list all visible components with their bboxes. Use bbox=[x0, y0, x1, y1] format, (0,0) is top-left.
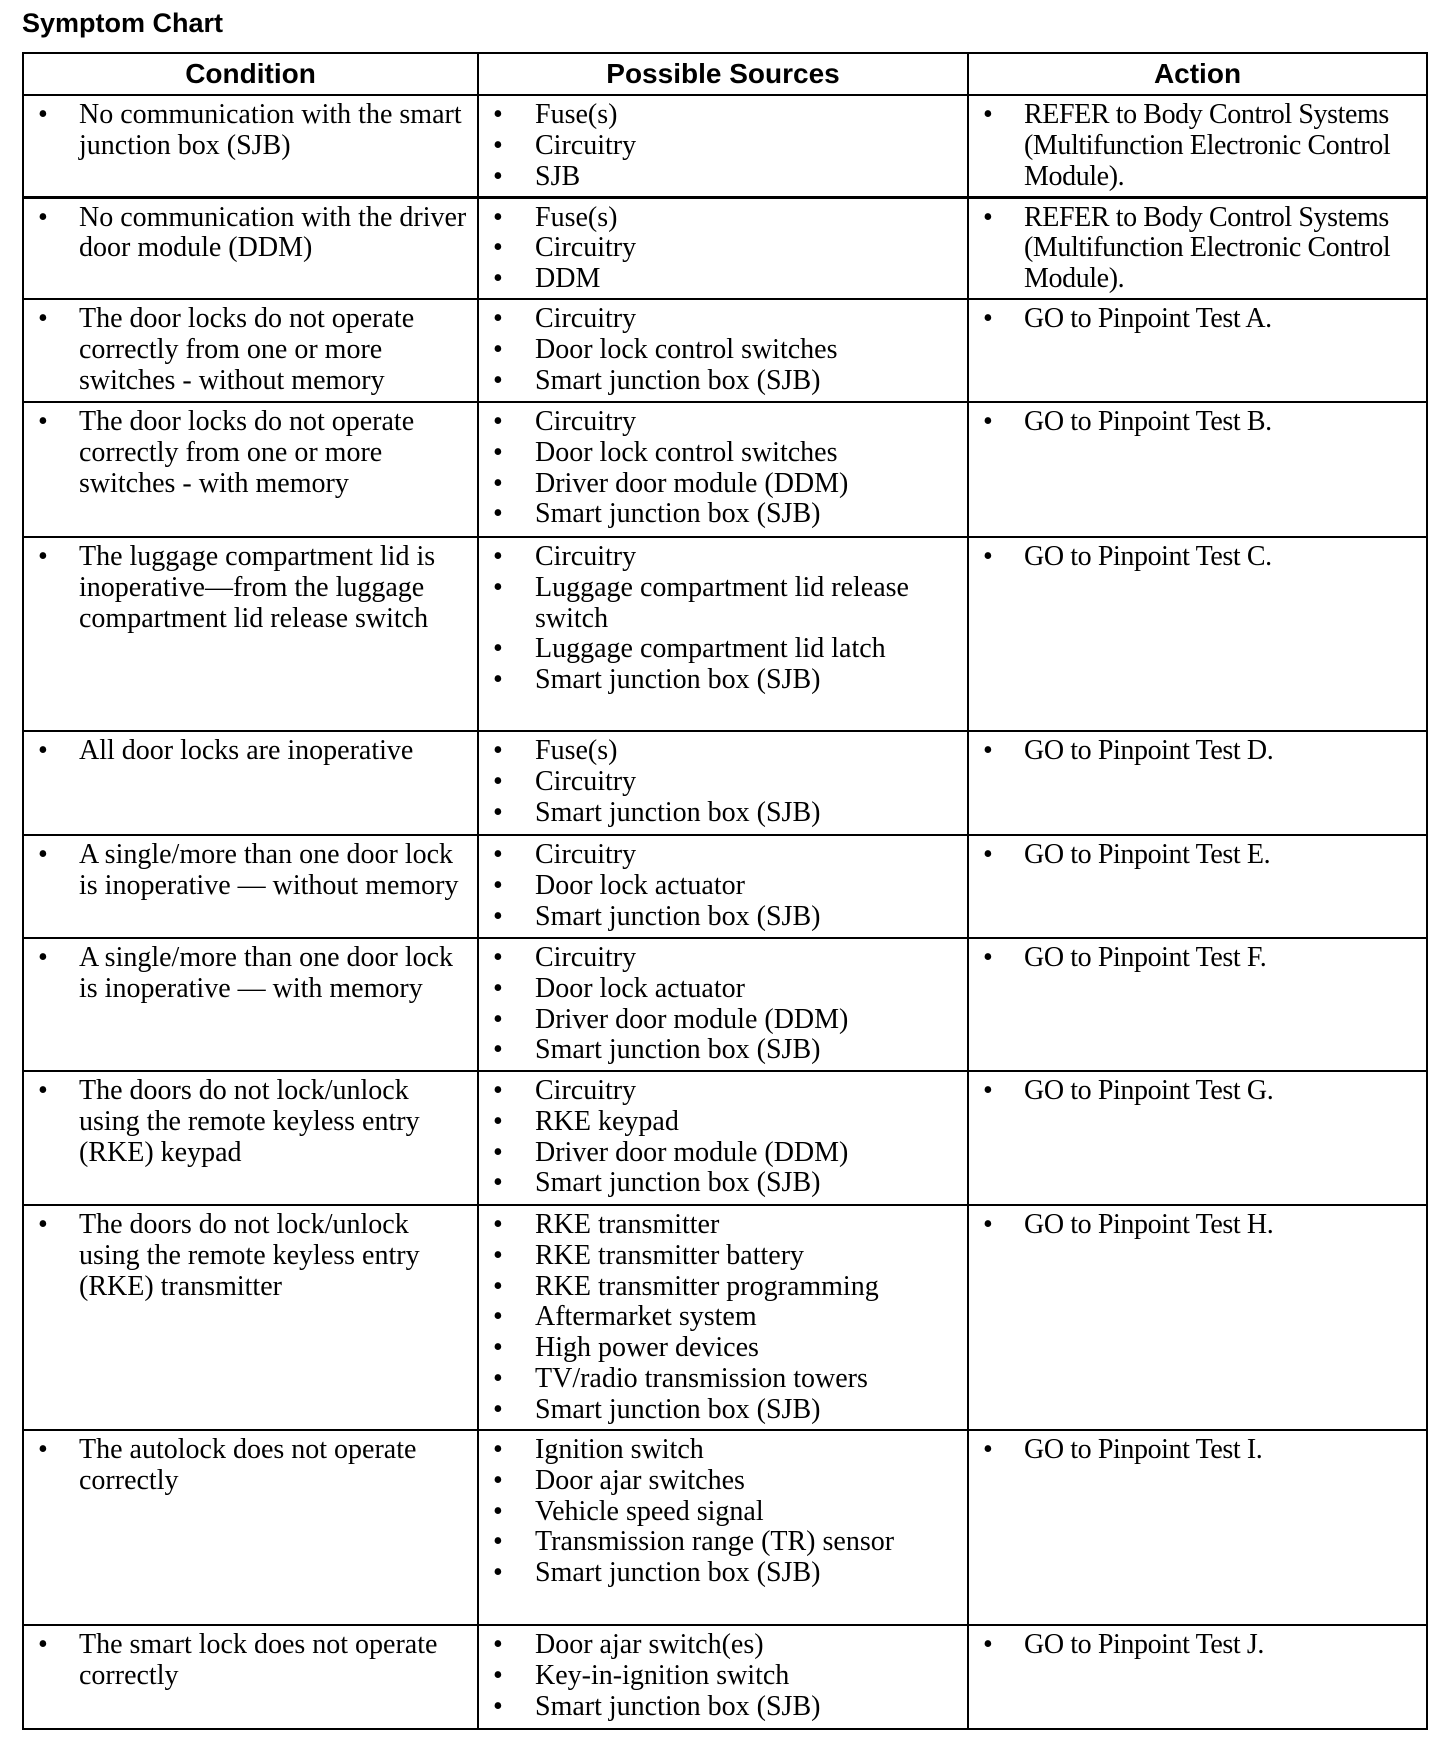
sources-cell bbox=[478, 197, 968, 299]
list-item bbox=[479, 1210, 967, 1241]
list-item bbox=[479, 943, 967, 974]
list-item-text: The luggage compartment lid is inoperative—from the luggage compartment lid release switch bbox=[79, 541, 436, 634]
list-item-text: GO to Pinpoint Test I. bbox=[1024, 1434, 1263, 1465]
sources-cell bbox=[478, 402, 968, 537]
list-item bbox=[479, 304, 967, 335]
bullet-icon: • bbox=[983, 735, 993, 766]
bullet-icon: • bbox=[493, 333, 503, 365]
list-item-text: GO to Pinpoint Test C. bbox=[1024, 541, 1272, 572]
bullet-icon: • bbox=[493, 1393, 503, 1425]
bullet-icon: • bbox=[983, 839, 993, 870]
action-cell bbox=[968, 731, 1427, 835]
header-possible-sources: Possible Sources bbox=[478, 53, 968, 95]
sources-cell bbox=[478, 1625, 968, 1729]
list-item bbox=[479, 665, 967, 696]
bullet-icon: • bbox=[493, 664, 503, 696]
sources-cell bbox=[478, 835, 968, 938]
list-item bbox=[479, 1630, 967, 1661]
list-item bbox=[479, 264, 967, 295]
list-item bbox=[479, 335, 967, 366]
condition-cell bbox=[23, 95, 478, 197]
table-row bbox=[23, 1625, 1427, 1729]
action-cell bbox=[968, 938, 1427, 1071]
list-item bbox=[479, 1272, 967, 1303]
list-item-text: A single/more than one door lock is inoperative — without memory bbox=[79, 839, 459, 901]
list-item bbox=[479, 767, 967, 798]
list-item bbox=[479, 573, 967, 635]
list-item bbox=[479, 1168, 967, 1199]
list-item bbox=[479, 131, 967, 162]
bullet-icon: • bbox=[493, 735, 503, 766]
list-item bbox=[479, 1466, 967, 1497]
bullet-icon: • bbox=[493, 1003, 503, 1035]
list-item-text: SJB bbox=[535, 160, 581, 192]
list-item bbox=[479, 100, 967, 131]
list-item-text: GO to Pinpoint Test J. bbox=[1024, 1629, 1264, 1660]
symptom-chart-table bbox=[22, 52, 1428, 1730]
list-item bbox=[24, 736, 477, 767]
bullet-icon: • bbox=[983, 942, 993, 973]
bullet-icon: • bbox=[493, 1239, 503, 1271]
bullet-icon: • bbox=[38, 99, 48, 130]
bullet-icon: • bbox=[983, 1629, 993, 1660]
list-item bbox=[24, 943, 477, 1005]
bullet-icon: • bbox=[493, 436, 503, 468]
list-item-text: GO to Pinpoint Test H. bbox=[1024, 1209, 1274, 1240]
list-item bbox=[479, 1241, 967, 1272]
list-item-text: RKE transmitter bbox=[535, 1209, 720, 1240]
list-item bbox=[969, 542, 1426, 573]
list-item bbox=[24, 542, 477, 634]
list-item-text: RKE transmitter programming bbox=[535, 1270, 879, 1302]
list-item-text: Luggage compartment lid release switch bbox=[535, 571, 909, 634]
bullet-icon: • bbox=[493, 765, 503, 797]
list-item bbox=[479, 634, 967, 665]
sources-cell bbox=[478, 95, 968, 197]
list-item bbox=[479, 407, 967, 438]
list-item bbox=[969, 943, 1426, 974]
action-cell bbox=[968, 1430, 1427, 1625]
list-item bbox=[479, 840, 967, 871]
header-condition: Condition bbox=[23, 53, 478, 95]
list-item bbox=[479, 1435, 967, 1466]
list-item bbox=[479, 366, 967, 397]
bullet-icon: • bbox=[493, 1659, 503, 1691]
list-item-text: Driver door module (DDM) bbox=[535, 1003, 849, 1035]
bullet-icon: • bbox=[983, 99, 993, 130]
list-item bbox=[24, 407, 477, 499]
list-item bbox=[479, 798, 967, 829]
list-item-text: Smart junction box (SJB) bbox=[535, 1393, 821, 1425]
bullet-icon: • bbox=[38, 1075, 48, 1106]
list-item-text: No communication with the smart junction box (SJB) bbox=[79, 99, 462, 161]
bullet-icon: • bbox=[493, 1434, 503, 1465]
table-row bbox=[23, 938, 1427, 1071]
list-item-text: Driver door module (DDM) bbox=[535, 467, 849, 499]
list-item-text: Door ajar switch(es) bbox=[535, 1629, 764, 1660]
list-item-text: RKE keypad bbox=[535, 1105, 679, 1137]
list-item-text: Circuitry bbox=[535, 303, 637, 334]
condition-cell bbox=[23, 1205, 478, 1430]
list-item bbox=[24, 1630, 477, 1692]
list-item-text: Circuitry bbox=[535, 541, 637, 572]
list-item bbox=[479, 1527, 967, 1558]
list-item-text: The autolock does not operate correctly bbox=[79, 1434, 417, 1496]
list-item-text: Vehicle speed signal bbox=[535, 1495, 764, 1527]
bullet-icon: • bbox=[493, 1332, 503, 1364]
list-item-text: Circuitry bbox=[535, 1075, 637, 1106]
list-item bbox=[479, 1035, 967, 1066]
condition-cell bbox=[23, 731, 478, 835]
list-item-text: TV/radio transmission towers bbox=[535, 1362, 868, 1394]
bullet-icon: • bbox=[983, 201, 993, 233]
condition-cell bbox=[23, 1071, 478, 1205]
bullet-icon: • bbox=[38, 839, 48, 870]
table-row bbox=[23, 299, 1427, 402]
table-row bbox=[23, 1205, 1427, 1430]
list-item-text: High power devices bbox=[535, 1332, 759, 1364]
condition-cell bbox=[23, 1430, 478, 1625]
list-item-text: All door locks are inoperative bbox=[79, 735, 414, 766]
list-item bbox=[479, 499, 967, 530]
bullet-icon: • bbox=[493, 942, 503, 973]
list-item-text: GO to Pinpoint Test B. bbox=[1024, 406, 1272, 437]
list-item bbox=[479, 1558, 967, 1589]
bullet-icon: • bbox=[38, 201, 48, 233]
bullet-icon: • bbox=[493, 129, 503, 161]
list-item-text: The smart lock does not operate correctly bbox=[79, 1629, 438, 1691]
list-item-text: Door ajar switches bbox=[535, 1464, 745, 1496]
list-item-text: GO to Pinpoint Test G. bbox=[1024, 1075, 1274, 1106]
list-item-text: Door lock actuator bbox=[535, 869, 745, 901]
sources-cell bbox=[478, 1071, 968, 1205]
bullet-icon: • bbox=[983, 541, 993, 572]
bullet-icon: • bbox=[493, 796, 503, 828]
list-item bbox=[479, 1107, 967, 1138]
list-item-text: Key-in-ignition switch bbox=[535, 1659, 790, 1691]
list-item bbox=[479, 1005, 967, 1036]
page-title: Symptom Chart bbox=[22, 8, 224, 38]
bullet-icon: • bbox=[493, 1301, 503, 1333]
bullet-icon: • bbox=[38, 1629, 48, 1660]
action-cell bbox=[968, 835, 1427, 938]
action-cell bbox=[968, 95, 1427, 197]
table-row bbox=[23, 402, 1427, 537]
sources-cell bbox=[478, 1205, 968, 1430]
table-header-row bbox=[23, 53, 1427, 95]
list-item-text: GO to Pinpoint Test D. bbox=[1024, 735, 1274, 766]
list-item bbox=[479, 1364, 967, 1395]
table-row bbox=[23, 1430, 1427, 1625]
list-item-text: Door lock control switches bbox=[535, 436, 838, 468]
list-item bbox=[479, 1076, 967, 1107]
sources-cell bbox=[478, 299, 968, 402]
list-item bbox=[969, 1630, 1426, 1661]
bullet-icon: • bbox=[493, 1136, 503, 1168]
list-item bbox=[479, 162, 967, 193]
list-item bbox=[479, 233, 967, 264]
list-item-text: Circuitry bbox=[535, 129, 637, 161]
list-item-text: GO to Pinpoint Test F. bbox=[1024, 942, 1267, 973]
bullet-icon: • bbox=[493, 263, 503, 295]
action-cell bbox=[968, 1205, 1427, 1430]
bullet-icon: • bbox=[493, 1034, 503, 1066]
list-item-text: The door locks do not operate correctly from one or more switches - with memory bbox=[79, 406, 415, 499]
condition-cell bbox=[23, 1625, 478, 1729]
condition-cell bbox=[23, 402, 478, 537]
list-item-text: Transmission range (TR) sensor bbox=[535, 1526, 895, 1558]
table-row bbox=[23, 1071, 1427, 1205]
list-item-text: Circuitry bbox=[535, 232, 637, 264]
condition-cell bbox=[23, 835, 478, 938]
list-item bbox=[969, 1210, 1426, 1241]
list-item-text: Door lock control switches bbox=[535, 333, 838, 365]
list-item-text: Door lock actuator bbox=[535, 972, 745, 1004]
list-item-text: The doors do not lock/unlock using the remote keyless entry (RKE) keypad bbox=[79, 1075, 420, 1168]
list-item bbox=[24, 304, 477, 396]
sources-cell bbox=[478, 938, 968, 1071]
bullet-icon: • bbox=[983, 406, 993, 437]
list-item bbox=[479, 203, 967, 234]
list-item-text: Luggage compartment lid latch bbox=[535, 633, 886, 665]
list-item-text: The door locks do not operate correctly from one or more switches - without memory bbox=[79, 303, 415, 396]
list-item bbox=[969, 1435, 1426, 1466]
list-item-text: Smart junction box (SJB) bbox=[535, 1167, 821, 1199]
list-item-text: GO to Pinpoint Test E. bbox=[1024, 839, 1271, 870]
list-item-text: Smart junction box (SJB) bbox=[535, 900, 821, 932]
bullet-icon: • bbox=[493, 99, 503, 130]
list-item bbox=[479, 469, 967, 500]
bullet-icon: • bbox=[983, 1434, 993, 1465]
list-item-text: Circuitry bbox=[535, 839, 637, 870]
sources-cell bbox=[478, 1430, 968, 1625]
list-item bbox=[479, 902, 967, 933]
bullet-icon: • bbox=[493, 869, 503, 901]
list-item-text: Smart junction box (SJB) bbox=[535, 664, 821, 696]
bullet-icon: • bbox=[493, 972, 503, 1004]
list-item bbox=[969, 736, 1426, 767]
bullet-icon: • bbox=[493, 1526, 503, 1558]
list-item-text: Aftermarket system bbox=[535, 1301, 757, 1333]
list-item-text: Driver door module (DDM) bbox=[535, 1136, 849, 1168]
condition-cell bbox=[23, 197, 478, 299]
bullet-icon: • bbox=[493, 1270, 503, 1302]
bullet-icon: • bbox=[493, 1690, 503, 1722]
list-item-text: The doors do not lock/unlock using the remote keyless entry (RKE) transmitter bbox=[79, 1209, 420, 1302]
bullet-icon: • bbox=[493, 1167, 503, 1199]
bullet-icon: • bbox=[38, 541, 48, 572]
bullet-icon: • bbox=[493, 839, 503, 870]
list-item bbox=[479, 974, 967, 1005]
list-item-text: Smart junction box (SJB) bbox=[535, 498, 821, 530]
list-item-text: Fuse(s) bbox=[535, 201, 618, 233]
bullet-icon: • bbox=[493, 498, 503, 530]
bullet-icon: • bbox=[493, 1464, 503, 1496]
bullet-icon: • bbox=[38, 735, 48, 766]
bullet-icon: • bbox=[983, 1075, 993, 1106]
bullet-icon: • bbox=[38, 1209, 48, 1240]
action-cell bbox=[968, 299, 1427, 402]
list-item-text: Smart junction box (SJB) bbox=[535, 1557, 821, 1589]
list-item bbox=[24, 840, 477, 902]
table-row bbox=[23, 197, 1427, 299]
bullet-icon: • bbox=[493, 541, 503, 572]
bullet-icon: • bbox=[493, 1105, 503, 1137]
list-item bbox=[969, 100, 1426, 192]
list-item-text: Smart junction box (SJB) bbox=[535, 796, 821, 828]
table-row bbox=[23, 537, 1427, 731]
list-item-text: Circuitry bbox=[535, 765, 637, 797]
bullet-icon: • bbox=[493, 160, 503, 192]
bullet-icon: • bbox=[493, 1495, 503, 1527]
bullet-icon: • bbox=[493, 406, 503, 437]
list-item bbox=[479, 1138, 967, 1169]
list-item bbox=[24, 203, 477, 265]
bullet-icon: • bbox=[493, 900, 503, 932]
bullet-icon: • bbox=[38, 406, 48, 437]
header-action: Action bbox=[968, 53, 1427, 95]
condition-cell bbox=[23, 299, 478, 402]
list-item bbox=[479, 871, 967, 902]
list-item bbox=[479, 736, 967, 767]
list-item-text: Smart junction box (SJB) bbox=[535, 1690, 821, 1722]
list-item-text: REFER to Body Control Systems (Multifunction Electronic Control Module). bbox=[1024, 99, 1391, 192]
list-item bbox=[969, 203, 1426, 295]
list-item bbox=[479, 1395, 967, 1426]
list-item-text: A single/more than one door lock is inoperative — with memory bbox=[79, 942, 454, 1004]
bullet-icon: • bbox=[983, 303, 993, 334]
list-item-text: GO to Pinpoint Test A. bbox=[1024, 303, 1272, 334]
bullet-icon: • bbox=[983, 1209, 993, 1240]
action-cell bbox=[968, 402, 1427, 537]
bullet-icon: • bbox=[493, 467, 503, 499]
list-item bbox=[969, 407, 1426, 438]
list-item bbox=[479, 1692, 967, 1723]
bullet-icon: • bbox=[493, 1557, 503, 1589]
table-row bbox=[23, 731, 1427, 835]
list-item bbox=[969, 840, 1426, 871]
list-item-text: Fuse(s) bbox=[535, 735, 618, 766]
bullet-icon: • bbox=[493, 364, 503, 396]
list-item-text: Circuitry bbox=[535, 406, 637, 437]
list-item bbox=[969, 1076, 1426, 1107]
list-item bbox=[969, 304, 1426, 335]
action-cell bbox=[968, 537, 1427, 731]
bullet-icon: • bbox=[493, 201, 503, 233]
sources-cell bbox=[478, 537, 968, 731]
list-item bbox=[479, 438, 967, 469]
list-item-text: Circuitry bbox=[535, 942, 637, 973]
list-item bbox=[479, 1661, 967, 1692]
list-item bbox=[24, 1435, 477, 1497]
list-item-text: REFER to Body Control Systems (Multifunction Electronic Control Module). bbox=[1024, 201, 1391, 295]
list-item-text: RKE transmitter battery bbox=[535, 1239, 805, 1271]
list-item bbox=[479, 1302, 967, 1333]
condition-cell bbox=[23, 537, 478, 731]
condition-cell bbox=[23, 938, 478, 1071]
bullet-icon: • bbox=[493, 1362, 503, 1394]
bullet-icon: • bbox=[493, 1075, 503, 1106]
action-cell bbox=[968, 197, 1427, 299]
list-item bbox=[24, 1210, 477, 1302]
bullet-icon: • bbox=[38, 942, 48, 973]
list-item bbox=[479, 542, 967, 573]
bullet-icon: • bbox=[493, 1629, 503, 1660]
list-item-text: Fuse(s) bbox=[535, 99, 618, 130]
bullet-icon: • bbox=[493, 1209, 503, 1240]
sources-cell bbox=[478, 731, 968, 835]
table-row bbox=[23, 835, 1427, 938]
list-item-text: Smart junction box (SJB) bbox=[535, 1034, 821, 1066]
bullet-icon: • bbox=[493, 232, 503, 264]
list-item-text: No communication with the driver door module (DDM) bbox=[79, 201, 467, 264]
bullet-icon: • bbox=[493, 633, 503, 665]
table-row bbox=[23, 95, 1427, 197]
bullet-icon: • bbox=[38, 303, 48, 334]
list-item-text: DDM bbox=[535, 263, 601, 295]
bullet-icon: • bbox=[493, 571, 503, 603]
list-item bbox=[479, 1497, 967, 1528]
action-cell bbox=[968, 1071, 1427, 1205]
bullet-icon: • bbox=[38, 1434, 48, 1465]
list-item bbox=[24, 1076, 477, 1168]
list-item bbox=[24, 100, 477, 162]
list-item-text: Ignition switch bbox=[535, 1434, 704, 1465]
action-cell bbox=[968, 1625, 1427, 1729]
bullet-icon: • bbox=[493, 303, 503, 334]
list-item bbox=[479, 1333, 967, 1364]
list-item-text: Smart junction box (SJB) bbox=[535, 364, 821, 396]
